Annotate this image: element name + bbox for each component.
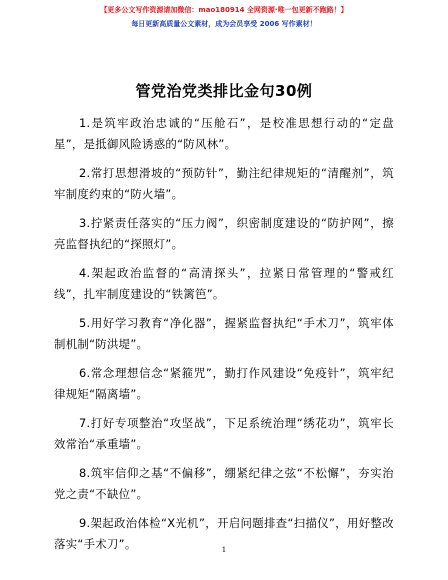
list-item: 2.常打思想滑坡的“预防针”，勤注纪律规矩的“清醒剂”，筑牢制度约束的“防火墙”。 <box>54 166 394 201</box>
list-item: 4.架起政治监督的“高清探头”，拉紧日常管理的“警戒红线”，扎牢制度建设的“铁篱笆”。 <box>54 266 394 301</box>
list-item: 1.是筑牢政治忠诚的“压舱石”，是校准思想行动的“定盘星”，是抵御风险诱惑的“防风林”。 <box>54 116 394 151</box>
page-number: 1 <box>221 546 227 554</box>
promo-line-1: 【更多公文写作资源请加微信：mao180914 全网资源·唯一包更新不跑路！】 <box>100 6 348 14</box>
list-item: 8.筑牢信仰之基“不偏移”，绷紧纪律之弦“不松懈”，夯实治党之责“不缺位”。 <box>54 466 394 501</box>
list-item: 3.拧紧责任落实的“压力阀”，织密制度建设的“防护网”，擦亮监督执纪的“探照灯”。 <box>54 216 394 251</box>
promo-line-2: 每日更新高质量公文素材，成为会员享受 2006 写作素材！ <box>131 20 317 28</box>
list-item: 6.常念理想信念“紧箍咒”，勤打作风建设“免疫针”，筑牢纪律规矩“隔离墙”。 <box>54 366 394 401</box>
promo-banner <box>0 0 448 45</box>
list-item: 5.用好学习教育“净化器”，握紧监督执纪“手术刀”，筑牢体制机制“防洪堤”。 <box>54 316 394 351</box>
page-title: 管党治党类排比金句30例 <box>135 82 313 100</box>
list-item: 7.打好专项整治“攻坚战”，下足系统治理“绣花功”，筑牢长效常治“承重墙”。 <box>54 416 394 451</box>
list-item: 9.架起政治体检“X光机”，开启问题排查“扫描仪”，用好整改落实“手术刀”。 <box>54 516 394 551</box>
